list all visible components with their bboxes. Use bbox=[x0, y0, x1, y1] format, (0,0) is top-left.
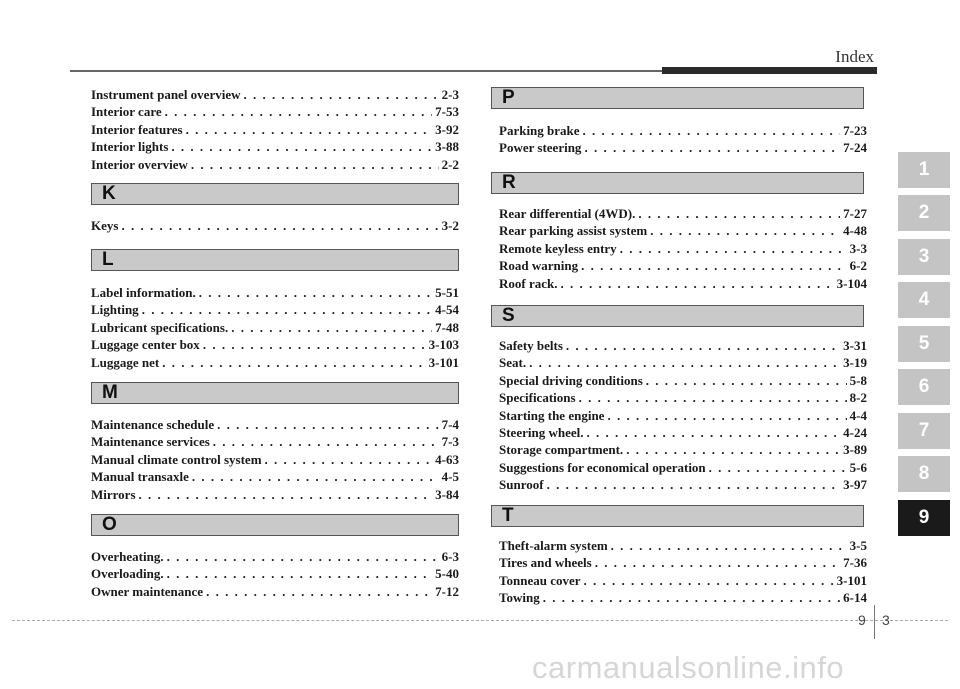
index-entry[interactable] bbox=[91, 103, 459, 120]
index-entry-label: Maintenance services bbox=[91, 434, 210, 450]
index-section-s bbox=[499, 337, 867, 494]
chapter-tab-8[interactable]: 8 bbox=[898, 456, 950, 492]
index-entry-page: 5-40 bbox=[435, 566, 459, 582]
index-entry[interactable] bbox=[499, 459, 867, 476]
index-entry-label: Interior lights bbox=[91, 139, 169, 155]
dot-leader bbox=[566, 337, 840, 354]
index-entry[interactable] bbox=[499, 537, 867, 554]
dot-leader bbox=[584, 572, 834, 589]
dot-leader bbox=[167, 548, 439, 565]
index-entry-page: 3-88 bbox=[435, 139, 459, 155]
index-entry[interactable] bbox=[91, 565, 459, 582]
chapter-tab-2[interactable]: 2 bbox=[898, 195, 950, 231]
section-header-o bbox=[91, 514, 459, 536]
dot-leader bbox=[595, 554, 840, 571]
index-entry-label: Luggage center box bbox=[91, 337, 200, 353]
index-entry-label: Interior care bbox=[91, 104, 162, 120]
index-entry[interactable] bbox=[91, 416, 459, 433]
index-entry-label: Suggestions for economical operation bbox=[499, 459, 706, 475]
index-entry-label: Towing bbox=[499, 590, 540, 606]
index-entry-label: Instrument panel overview bbox=[91, 87, 241, 102]
section-letter-t: T bbox=[502, 505, 514, 526]
index-entry[interactable] bbox=[91, 486, 459, 503]
index-entry[interactable] bbox=[499, 407, 867, 424]
index-entry-page: 3-89 bbox=[843, 442, 867, 458]
index-entry-page: 7-4 bbox=[441, 417, 459, 432]
section-header-k bbox=[91, 183, 459, 205]
index-entry-page: 3-101 bbox=[428, 354, 459, 370]
footer-rule bbox=[12, 620, 948, 621]
index-entry-label: Tonneau cover bbox=[499, 572, 581, 588]
index-column-left bbox=[91, 86, 459, 173]
index-section-t bbox=[499, 537, 867, 607]
dot-leader bbox=[561, 275, 834, 292]
index-entry-page: 4-63 bbox=[435, 451, 459, 467]
index-entry[interactable] bbox=[499, 424, 867, 441]
index-entry[interactable] bbox=[499, 441, 867, 458]
index-entry-page: 8-2 bbox=[849, 390, 867, 406]
index-section-k bbox=[91, 217, 459, 234]
dot-leader bbox=[265, 451, 433, 468]
dot-leader bbox=[584, 139, 840, 156]
index-entry-label: Tires and wheels bbox=[499, 555, 592, 571]
index-entry-page: 7-24 bbox=[843, 140, 867, 156]
index-entry[interactable] bbox=[499, 275, 867, 292]
index-group-i bbox=[91, 86, 459, 173]
index-entry-label: Rear parking assist system bbox=[499, 223, 648, 239]
index-entry-label: Seat. bbox=[499, 355, 527, 371]
dot-leader bbox=[167, 565, 433, 582]
index-entry-page: 6-3 bbox=[441, 549, 459, 564]
index-entry-page: 7-12 bbox=[435, 583, 459, 599]
dot-leader bbox=[620, 240, 847, 257]
dot-leader bbox=[217, 416, 439, 433]
index-entry-page: 5-51 bbox=[435, 285, 459, 300]
index-entry-label: Safety belts bbox=[499, 338, 563, 353]
header-bar bbox=[662, 67, 877, 74]
index-entry-page: 3-97 bbox=[843, 477, 867, 493]
index-entry-page: 2-3 bbox=[441, 87, 459, 102]
index-entry-label: Interior overview bbox=[91, 156, 188, 172]
dot-leader bbox=[162, 354, 425, 371]
index-entry-page: 4-5 bbox=[441, 469, 459, 485]
dot-leader bbox=[199, 284, 432, 301]
index-entry[interactable] bbox=[91, 451, 459, 468]
index-entry-label: Manual climate control system bbox=[91, 451, 262, 467]
dot-leader bbox=[186, 121, 433, 138]
index-entry-page: 5-6 bbox=[849, 459, 867, 475]
dot-leader bbox=[244, 86, 439, 103]
index-entry-page: 3-3 bbox=[849, 240, 867, 256]
index-entry-page: 3-104 bbox=[836, 275, 867, 291]
chapter-tab-6[interactable]: 6 bbox=[898, 369, 950, 405]
index-entry-label: Interior features bbox=[91, 121, 183, 137]
index-entry[interactable] bbox=[91, 284, 459, 301]
index-entry-label: Steering wheel. bbox=[499, 425, 584, 441]
index-entry-label: Special driving conditions bbox=[499, 372, 643, 388]
dot-leader bbox=[543, 589, 840, 606]
section-header-p bbox=[491, 87, 864, 109]
chapter-tab-4[interactable]: 4 bbox=[898, 282, 950, 318]
section-letter-r: R bbox=[502, 172, 516, 193]
index-entry-label: Sunroof bbox=[499, 477, 544, 493]
index-entry-label: Storage compartment. bbox=[499, 442, 624, 458]
chapter-tab-7[interactable]: 7 bbox=[898, 413, 950, 449]
index-entry-label: Label information. bbox=[91, 285, 196, 300]
footer-chapter-number: 9 bbox=[858, 612, 866, 628]
index-entry[interactable] bbox=[499, 372, 867, 389]
dot-leader bbox=[529, 354, 840, 371]
section-header-l bbox=[91, 249, 459, 271]
page-title: Index bbox=[835, 47, 874, 66]
index-entry-page: 3-103 bbox=[428, 337, 459, 353]
dot-leader bbox=[583, 122, 841, 139]
footer-separator bbox=[874, 605, 875, 639]
index-entry-page: 3-2 bbox=[441, 218, 459, 233]
dot-leader bbox=[121, 217, 438, 234]
dot-leader bbox=[579, 389, 847, 406]
index-entry-label: Theft-alarm system bbox=[499, 538, 608, 553]
index-entry[interactable] bbox=[91, 354, 459, 371]
dot-leader bbox=[638, 205, 840, 222]
index-entry[interactable] bbox=[91, 468, 459, 485]
index-entry[interactable] bbox=[91, 217, 459, 234]
index-entry-page: 3-5 bbox=[849, 538, 867, 553]
watermark: carmanualsonline.info bbox=[532, 650, 845, 685]
index-section-l bbox=[91, 284, 459, 371]
index-entry[interactable] bbox=[499, 476, 867, 493]
dot-leader bbox=[213, 433, 439, 450]
index-entry-label: Remote keyless entry bbox=[499, 240, 617, 256]
index-entry-page: 4-24 bbox=[843, 425, 867, 441]
index-entry-page: 3-92 bbox=[435, 121, 459, 137]
section-header-t bbox=[491, 505, 864, 527]
index-entry-page: 6-14 bbox=[843, 590, 867, 606]
index-entry-page: 3-31 bbox=[843, 338, 867, 353]
index-entry[interactable] bbox=[499, 122, 867, 139]
index-entry[interactable] bbox=[499, 257, 867, 274]
section-letter-m: M bbox=[102, 382, 118, 403]
index-entry-page: 7-3 bbox=[441, 434, 459, 450]
chapter-tab-3[interactable]: 3 bbox=[898, 239, 950, 275]
index-entry[interactable] bbox=[499, 337, 867, 354]
index-entry-label: Road warning bbox=[499, 258, 579, 274]
index-entry-page: 3-84 bbox=[435, 486, 459, 502]
chapter-tab-1[interactable]: 1 bbox=[898, 152, 950, 188]
dot-leader bbox=[547, 476, 841, 493]
index-entry[interactable] bbox=[91, 156, 459, 173]
dot-leader bbox=[586, 424, 840, 441]
index-section-m bbox=[91, 416, 459, 503]
index-entry-label: Manual transaxle bbox=[91, 469, 189, 485]
chapter-tab-9[interactable]: 9 bbox=[898, 500, 950, 536]
index-entry-label: Mirrors bbox=[91, 486, 136, 502]
section-letter-l: L bbox=[102, 249, 114, 270]
dot-leader bbox=[192, 468, 439, 485]
index-entry-page: 2-2 bbox=[441, 156, 459, 172]
index-entry-label: Overheating. bbox=[91, 549, 164, 564]
index-entry[interactable] bbox=[499, 554, 867, 571]
dot-leader bbox=[191, 156, 439, 173]
dot-leader bbox=[607, 407, 846, 424]
index-entry-label: Rear differential (4WD). bbox=[499, 206, 636, 221]
index-entry[interactable] bbox=[91, 121, 459, 138]
index-entry[interactable] bbox=[499, 205, 867, 222]
section-header-r bbox=[491, 172, 864, 194]
index-entry[interactable] bbox=[499, 222, 867, 239]
index-section-o bbox=[91, 548, 459, 600]
index-entry-label: Maintenance schedule bbox=[91, 417, 215, 432]
index-entry[interactable] bbox=[91, 583, 459, 600]
index-entry[interactable] bbox=[499, 389, 867, 406]
index-entry-page: 6-2 bbox=[849, 258, 867, 274]
index-entry[interactable] bbox=[499, 572, 867, 589]
dot-leader bbox=[581, 257, 847, 274]
index-entry-label: Lubricant specifications. bbox=[91, 319, 229, 335]
header-rule bbox=[70, 70, 662, 72]
index-entry[interactable] bbox=[91, 301, 459, 318]
index-entry-label: Luggage net bbox=[91, 354, 160, 370]
index-entry-page: 4-48 bbox=[843, 223, 867, 239]
section-letter-p: P bbox=[502, 87, 515, 108]
index-entry-page: 5-8 bbox=[849, 372, 867, 388]
dot-leader bbox=[142, 301, 432, 318]
index-entry-page: 3-19 bbox=[843, 355, 867, 371]
dot-leader bbox=[139, 486, 433, 503]
section-letter-k: K bbox=[102, 183, 116, 204]
index-entry[interactable] bbox=[91, 138, 459, 155]
index-entry-page: 4-54 bbox=[435, 302, 459, 318]
index-entry[interactable] bbox=[91, 86, 459, 103]
dot-leader bbox=[650, 222, 840, 239]
dot-leader bbox=[203, 336, 426, 353]
index-entry-label: Lighting bbox=[91, 302, 139, 318]
index-entry-label: Keys bbox=[91, 218, 119, 233]
section-letter-o: O bbox=[102, 514, 117, 535]
dot-leader bbox=[646, 372, 847, 389]
index-entry-page: 7-53 bbox=[435, 104, 459, 120]
section-header-m bbox=[91, 382, 459, 404]
dot-leader bbox=[709, 459, 847, 476]
index-entry-page: 7-27 bbox=[843, 206, 867, 221]
index-entry-page: 7-48 bbox=[435, 319, 459, 335]
index-entry-label: Specifications bbox=[499, 390, 576, 406]
index-entry-page: 4-4 bbox=[849, 407, 867, 423]
index-entry[interactable] bbox=[91, 433, 459, 450]
dot-leader bbox=[231, 319, 432, 336]
chapter-tab-5[interactable]: 5 bbox=[898, 326, 950, 362]
index-entry-label: Starting the engine bbox=[499, 407, 605, 423]
index-entry-label: Parking brake bbox=[499, 123, 580, 138]
dot-leader bbox=[171, 138, 432, 155]
index-entry[interactable] bbox=[91, 319, 459, 336]
index-entry-label: Overloading. bbox=[91, 566, 164, 582]
index-entry-label: Owner maintenance bbox=[91, 583, 204, 599]
index-entry[interactable] bbox=[91, 336, 459, 353]
index-entry-label: Power steering bbox=[499, 140, 582, 156]
index-entry[interactable] bbox=[499, 139, 867, 156]
section-header-s bbox=[491, 305, 864, 327]
index-section-p bbox=[499, 122, 867, 157]
index-entry[interactable] bbox=[499, 589, 867, 606]
index-entry-label: Roof rack. bbox=[499, 275, 558, 291]
section-letter-s: S bbox=[502, 305, 515, 326]
footer-page-number: 3 bbox=[882, 612, 890, 628]
dot-leader bbox=[626, 441, 840, 458]
dot-leader bbox=[165, 103, 433, 120]
index-entry-page: 3-101 bbox=[836, 572, 867, 588]
dot-leader bbox=[611, 537, 847, 554]
index-entry-page: 7-36 bbox=[843, 555, 867, 571]
index-entry[interactable] bbox=[91, 548, 459, 565]
index-entry-page: 7-23 bbox=[843, 123, 867, 138]
index-entry[interactable] bbox=[499, 240, 867, 257]
dot-leader bbox=[206, 583, 432, 600]
index-section-r bbox=[499, 205, 867, 292]
index-entry[interactable] bbox=[499, 354, 867, 371]
